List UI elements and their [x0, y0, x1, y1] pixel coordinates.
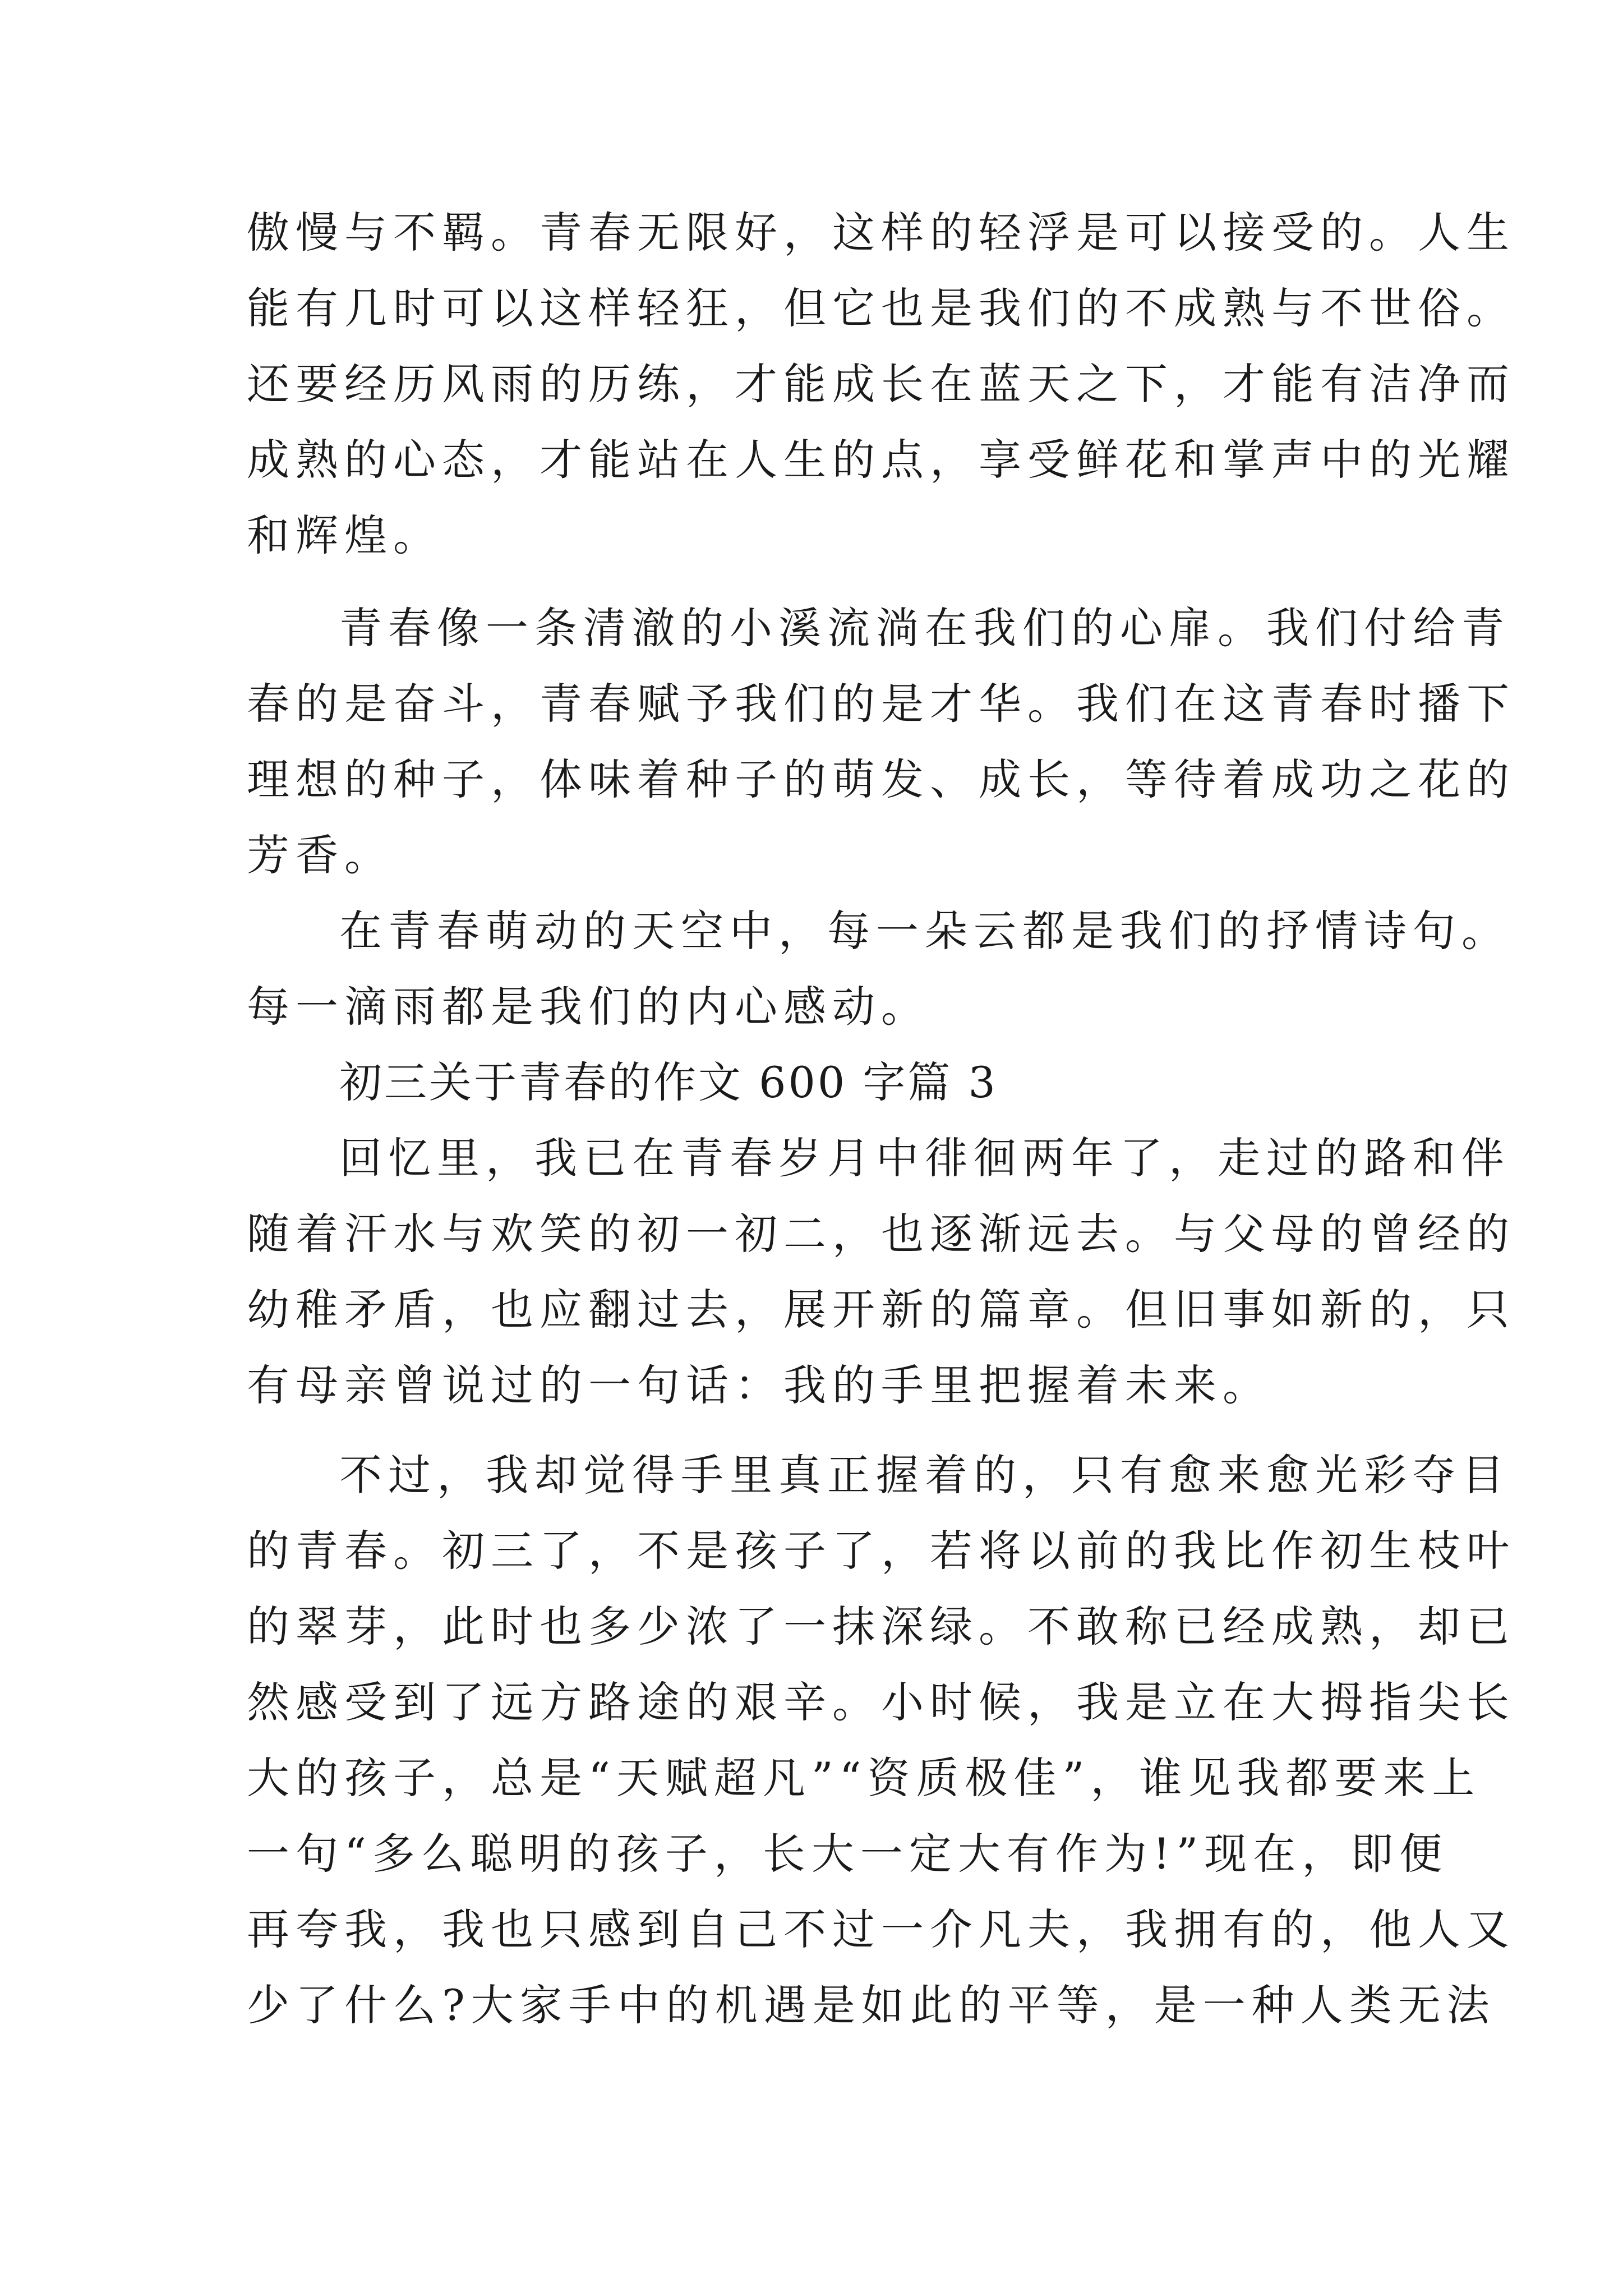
paragraph-start-line: 回忆里，我已在青春岁月中徘徊两年了，走过的路和伴	[339, 1133, 1510, 1183]
text-line: 春的是奋斗，青春赋予我们的是才华。我们在这青春时播下	[247, 679, 1515, 729]
paragraph-start-line: 不过，我却觉得手里真正握着的，只有愈来愈光彩夺目	[339, 1450, 1510, 1500]
text-line: 再夸我，我也只感到自己不过一介凡夫，我拥有的，他人又	[247, 1904, 1515, 1954]
paragraph-start-line: 在青春萌动的天空中，每一朵云都是我们的抒情诗句。	[339, 906, 1510, 956]
text-line: 每一滴雨都是我们的内心感动。	[247, 982, 930, 1032]
document-page	[247, 0, 1515, 2296]
text-line: 大的孩子，总是“天赋超凡”“资质极佳”，谁见我都要来上	[247, 1753, 1481, 1803]
text-line: 傲慢与不羁。青春无限好，这样的轻浮是可以接受的。人生	[247, 208, 1515, 257]
text-line: 的翠芽，此时也多少浓了一抹深绿。不敢称已经成熟，却已	[247, 1602, 1515, 1651]
text-line: 幼稚矛盾，也应翻过去，展开新的篇章。但旧事如新的，只	[247, 1285, 1515, 1335]
text-line: 随着汗水与欢笑的初一初二，也逐渐远去。与父母的曾经的	[247, 1209, 1515, 1259]
paragraph-start-line: 青春像一条清澈的小溪流淌在我们的心扉。我们付给青	[339, 603, 1510, 653]
text-line: 芳香。	[247, 830, 393, 880]
text-line: 有母亲曾说过的一句话：我的手里把握着未来。	[247, 1360, 1271, 1410]
section-heading: 初三关于青春的作文 600 字篇 3	[339, 1057, 998, 1107]
text-line: 成熟的心态，才能站在人生的点，享受鲜花和掌声中的光耀	[247, 435, 1515, 485]
text-line: 的青春。初三了，不是孩子了，若将以前的我比作初生枝叶	[247, 1526, 1515, 1576]
text-line: 和辉煌。	[247, 510, 442, 560]
text-line: 能有几时可以这样轻狂，但它也是我们的不成熟与不世俗。	[247, 283, 1515, 333]
text-line: 理想的种子，体味着种子的萌发、成长，等待着成功之花的	[247, 754, 1515, 804]
text-line: 然感受到了远方路途的艰辛。小时候，我是立在大拇指尖长	[247, 1677, 1515, 1727]
text-line: 少了什么?大家手中的机遇是如此的平等，是一种人类无法	[247, 1980, 1496, 2030]
text-line: 还要经历风雨的历练，才能成长在蓝天之下，才能有洁净而	[247, 359, 1515, 409]
text-line: 一句“多么聪明的孩子，长大一定大有作为!”现在，即便	[247, 1829, 1449, 1879]
